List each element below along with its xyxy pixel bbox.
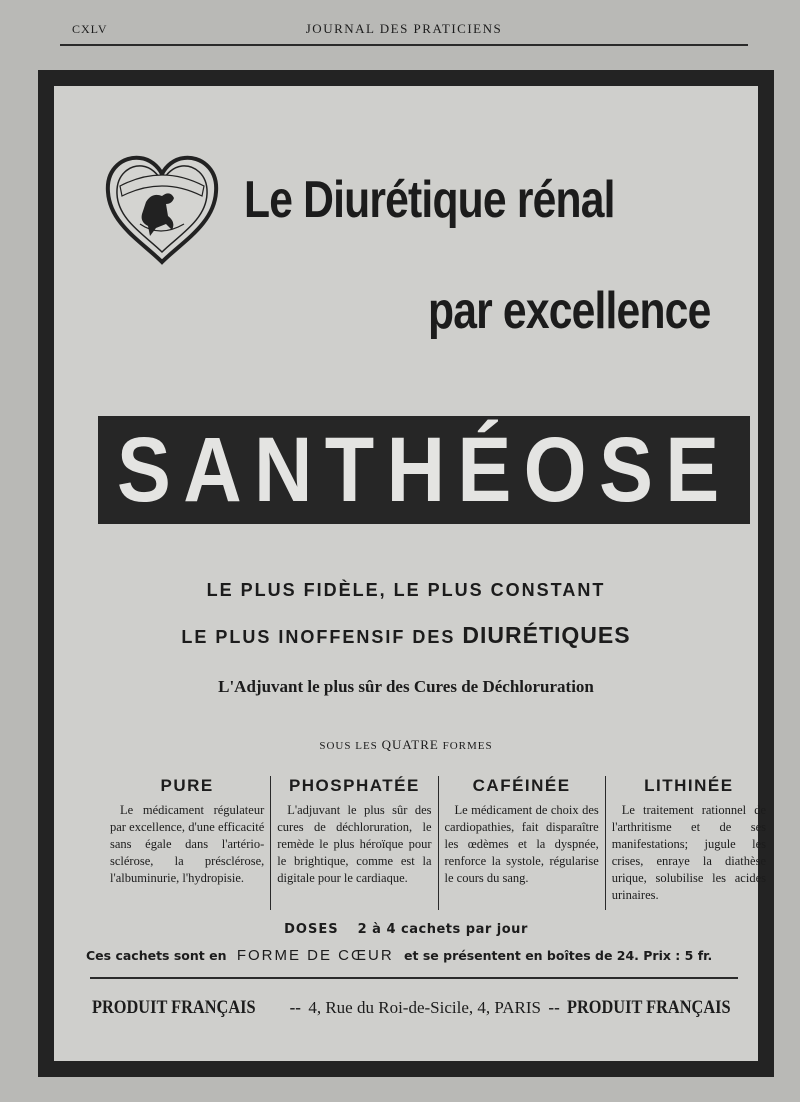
form-description: L'adjuvant le plus sûr des cures de déchloruration, le remède le plus héroïque pour le brightique, comme est la digitale pour le cardiaque.	[277, 803, 432, 885]
form-column-phosphatee	[270, 776, 437, 910]
doses-text: 2 à 4 cachets par jour	[357, 922, 528, 937]
footer-line	[92, 997, 732, 1019]
forms-columns	[104, 776, 772, 910]
adjuvant-line: L'Adjuvant le plus sûr des Cures de Déchloruration	[218, 677, 594, 696]
doses-line	[54, 922, 758, 937]
forms-heading-part-1: SOUS LES	[319, 740, 378, 752]
form-column-pure	[104, 776, 270, 910]
form-title: LITHINÉE	[644, 776, 734, 795]
advertisement	[38, 70, 774, 1077]
heart-logo	[102, 150, 222, 270]
forms-heading-part-2: QUATRE	[381, 737, 439, 752]
form-title: PHOSPHATÉE	[288, 776, 420, 795]
headline-line-1: Le Diurétique rénal	[244, 171, 615, 229]
cachets-line	[86, 947, 746, 964]
separator-right: --	[548, 998, 560, 1017]
form-description: Le traitement rationnel de l'arthritisme et de ses manifestations; jugule les crises, enraye la diathèse urique, solubilise les acides urinaires.	[611, 803, 766, 902]
brand-banner	[98, 416, 750, 524]
divider	[90, 977, 738, 979]
address: 4, Rue du Roi-de-Sicile, 4, PARIS	[308, 998, 541, 1017]
cachets-after: et se présentent en boîtes de 24. Prix : 5 fr.	[404, 948, 713, 963]
slogan-line-2-prefix: LE PLUS INOFFENSIF DES	[181, 627, 456, 647]
forms-heading-part-3: FORMES	[442, 740, 493, 752]
brand-name: SANTHÉOSE	[116, 418, 732, 521]
form-description: Le médicament de choix des cardiopathies, fait disparaître les œdèmes et la dyspnée, renforce la systole, régularise le cours du sang.	[444, 803, 599, 885]
journal-title: JOURNAL DES PRATICIENS	[305, 21, 503, 36]
page-number: CXLV	[72, 22, 108, 36]
slogan-line-2-emphasis: DIURÉTIQUES	[462, 622, 631, 648]
made-in-france-right: PRODUIT FRANÇAIS	[567, 997, 731, 1018]
form-column-lithinee	[605, 776, 772, 910]
form-title: CAFÉINÉE	[472, 776, 571, 795]
forms-heading	[54, 737, 758, 753]
made-in-france-left: PRODUIT FRANÇAIS	[92, 997, 256, 1018]
cachets-form: FORME DE CŒUR	[236, 947, 394, 964]
cachets-before: Ces cachets sont en	[86, 948, 227, 963]
form-description: Le médicament régulateur par excellence, d'une efficacité sans égale dans l'artério-sclérose, la présclérose, l'albuminurie, l'hydropisie.	[110, 803, 265, 885]
headline-line-2: par excellence	[428, 282, 711, 340]
running-head	[60, 20, 748, 46]
doses-label: DOSES	[284, 922, 339, 937]
form-title: PURE	[160, 776, 214, 795]
slogan-line-1: LE PLUS FIDÈLE, LE PLUS CONSTANT	[206, 580, 606, 600]
separator-left: --	[289, 998, 301, 1017]
form-column-cafeinee	[438, 776, 605, 910]
slogan-line-2	[54, 622, 758, 649]
